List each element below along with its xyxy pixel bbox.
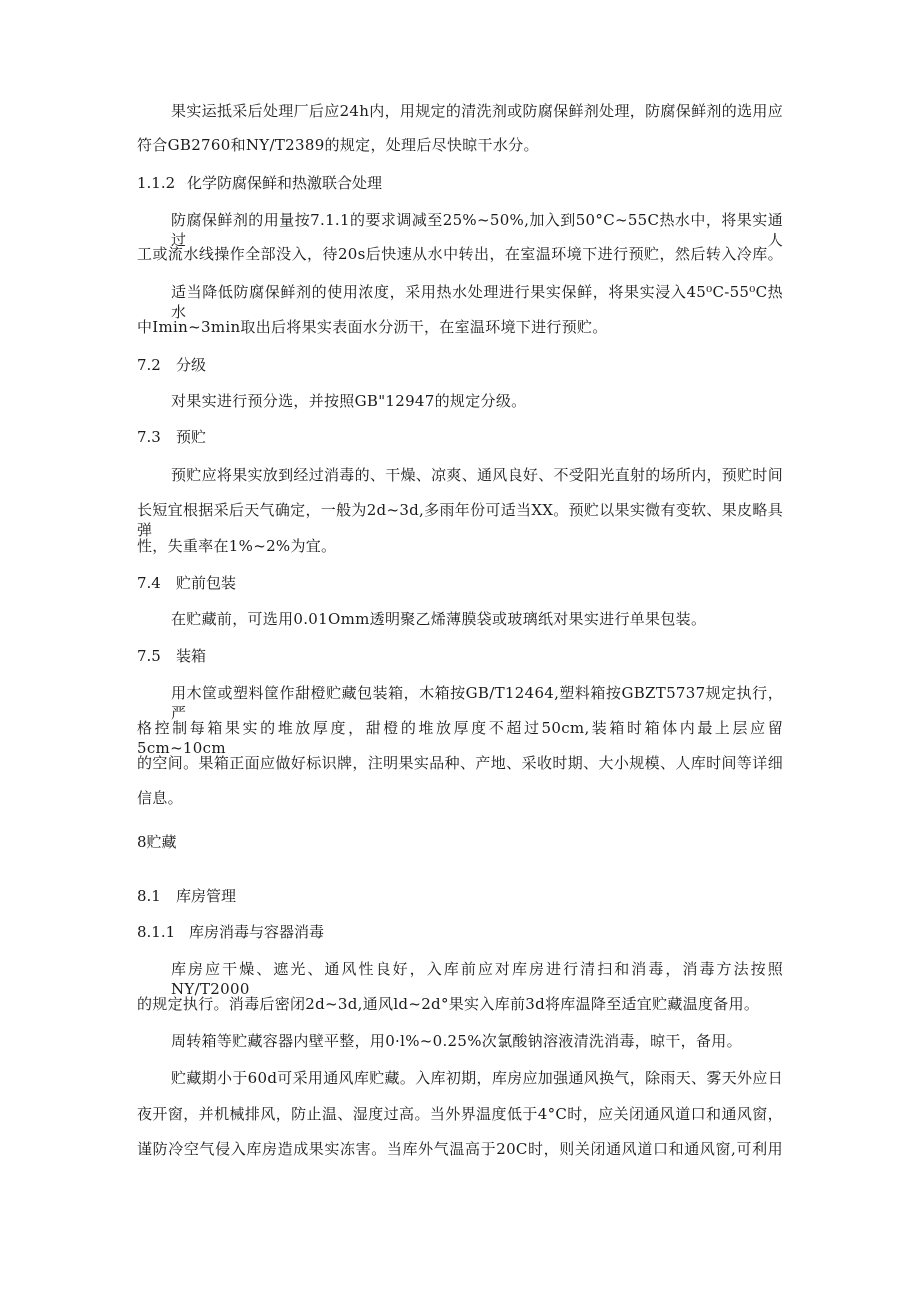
paragraph-line: 信息。 bbox=[137, 789, 183, 807]
section-title: 库房消毒与容器消毒 bbox=[189, 923, 325, 941]
section-number: 8.1.1 bbox=[137, 923, 176, 941]
paragraph-line: 周转箱等贮藏容器内壁平整，用0·l%~0.25%次氯酸钠溶液清洗消毒，晾干，备用。 bbox=[171, 1032, 742, 1050]
paragraph-line: 符合GB2760和NY/T2389的规定，处理后尽快晾干水分。 bbox=[137, 136, 539, 154]
paragraph-line: 在贮藏前，可选用0.01Omm透明聚乙烯薄膜袋或玻璃纸对果实进行单果包装。 bbox=[171, 610, 707, 628]
paragraph-line: 中Imin~3min取出后将果实表面水分沥干，在室温环境下进行预贮。 bbox=[137, 318, 608, 336]
paragraph-line: 预贮应将果实放到经过消毒的、干燥、凉爽、通风良好、不受阳光直射的场所内，预贮时间 bbox=[171, 466, 783, 484]
section-number: 1.1.2 bbox=[137, 174, 176, 192]
paragraph-line: 库房应干燥、遮光、通风性良好，入库前应对库房进行清扫和消毒，消毒方法按照NY/T2000 bbox=[171, 960, 783, 998]
paragraph-line: 贮藏期小于60d可采用通风库贮藏。入库初期，库房应加强通风换气，除雨天、雾天外应日 bbox=[171, 1069, 783, 1087]
paragraph-line: 性，失重率在1%~2%为宜。 bbox=[137, 537, 337, 555]
section-title: 预贮 bbox=[176, 428, 207, 446]
paragraph-line: 适当降低防腐保鲜剂的使用浓度，采用热水处理进行果实保鲜，将果实浸入45⁰C-55⁰C热水 bbox=[171, 283, 783, 321]
section-number: 7.5 bbox=[137, 647, 161, 665]
paragraph-line: 谨防冷空气侵入库房造成果实冻害。当库外气温高于20C时，则关闭通风道口和通风窗,可利用 bbox=[137, 1140, 783, 1158]
section-number: 7.3 bbox=[137, 428, 161, 446]
section-title: 贮前包装 bbox=[176, 574, 237, 592]
paragraph-line: 的空间。果箱正面应做好标识牌，注明果实品种、产地、采收时期、大小规模、人库时间等详细 bbox=[137, 754, 783, 772]
chapter-title: 8贮藏 bbox=[137, 833, 177, 851]
section-number: 8.1 bbox=[137, 887, 161, 905]
section-title: 化学防腐保鲜和热激联合处理 bbox=[187, 174, 383, 192]
section-title: 装箱 bbox=[176, 647, 207, 665]
paragraph-line: 工或流水线操作全部没入，待20s后快速从水中转出，在室温环境下进行预贮，然后转入冷库。 bbox=[137, 245, 783, 263]
paragraph-line: 长短宜根据采后天气确定，一般为2d~3d,多雨年份可适当XX。预贮以果实微有变软、果皮略具弹 bbox=[137, 501, 783, 539]
paragraph-line: 格控制每箱果实的堆放厚度，甜橙的堆放厚度不超过50cm,装箱时箱体内最上层应留5cm~10cm bbox=[137, 719, 783, 757]
paragraph-line: 夜开窗，并机械排风，防止温、湿度过高。当外界温度低于4°C时，应关闭通风道口和通风窗， bbox=[137, 1105, 783, 1123]
paragraph-line: 的规定执行。消毒后密闭2d~3d,通风ld~2d°果实入库前3d将库温降至适宜贮藏温度备用。 bbox=[137, 995, 760, 1013]
section-number: 7.2 bbox=[137, 356, 161, 374]
section-number: 7.4 bbox=[137, 574, 161, 592]
paragraph-line: 用木筐或塑料筐作甜橙贮藏包装箱，木箱按GB/T12464,塑料箱按GBZT5737规定执行，严 bbox=[171, 684, 783, 722]
section-title: 分级 bbox=[176, 356, 207, 374]
paragraph-line: 果实运抵采后处理厂后应24h内，用规定的清洗剂或防腐保鲜剂处理，防腐保鲜剂的选用应 bbox=[171, 102, 783, 120]
section-title: 库房管理 bbox=[176, 887, 237, 905]
paragraph-line: 防腐保鲜剂的用量按7.1.1的要求调减至25%~50%,加入到50°C~55C热水中，将果实通过人 bbox=[171, 211, 783, 249]
paragraph-line: 对果实进行预分选，并按照GB"12947的规定分级。 bbox=[171, 392, 527, 410]
